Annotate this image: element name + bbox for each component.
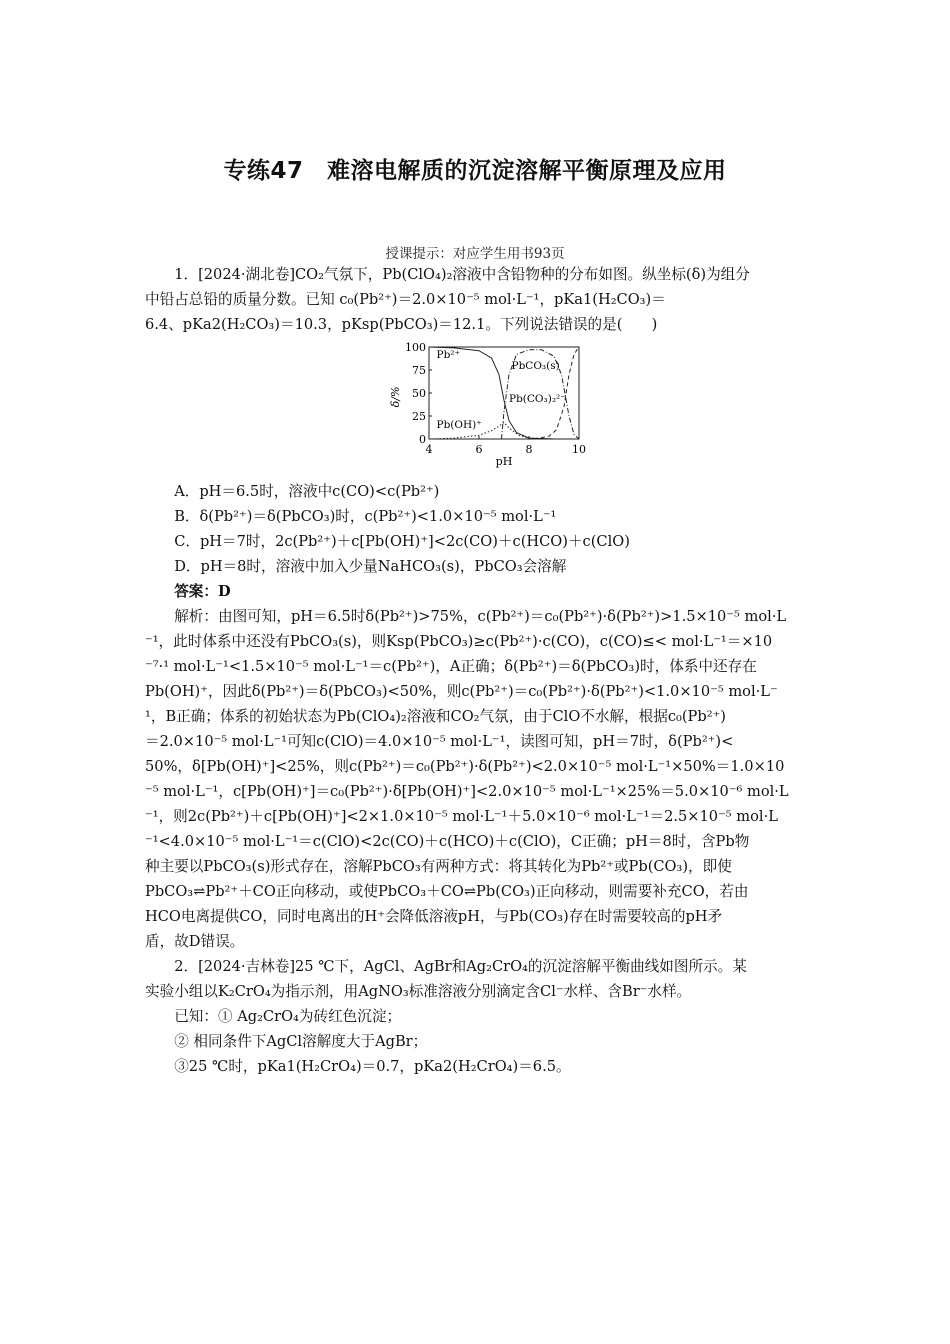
analysis-line: 种主要以PbCO₃(s)形式存在，溶解PbCO₃有两种方式：将其转化为Pb²⁺或Pb(CO₃)，即使 (145, 858, 732, 875)
series-label-1: Pb(OH)⁺ (436, 418, 482, 431)
q2-known-line: ② 相同条件下AgCl溶解度大于AgBr； (174, 1033, 428, 1050)
analysis-line: ⁻⁷·¹ mol·L⁻¹<1.5×10⁻⁵ mol·L⁻¹＝c(Pb²⁺)，A正确；δ(Pb²⁺)＝δ(PbCO₃)时，体系中还存在 (145, 658, 757, 675)
y-tick-label: 100 (405, 341, 426, 354)
q1-option-b: B．δ(Pb²⁺)＝δ(PbCO₃)时，c(Pb²⁺)<1.0×10⁻⁵ mol·L⁻¹ (174, 508, 557, 525)
y-tick-label: 25 (412, 410, 426, 423)
y-axis-label: δ/% (389, 386, 402, 408)
teaching-hint: 授课提示：对应学生用书93页 (385, 246, 565, 262)
analysis-line: 50%，δ[Pb(OH)⁺]<25%，则c(Pb²⁺)＝c₀(Pb²⁺)·δ(Pb²⁺)<2.0×10⁻⁵ mol·L⁻¹×50%＝1.0×10 (145, 758, 785, 775)
x-tick-label: 8 (525, 443, 533, 456)
analysis-line: 解析：由图可知，pH＝6.5时δ(Pb²⁺)>75%，c(Pb²⁺)＝c₀(Pb²⁺)·δ(Pb²⁺)>1.5×10⁻⁵ mol·L (174, 608, 787, 625)
series-label-0: Pb²⁺ (436, 349, 461, 362)
q1-stem-line: 中铅占总铅的质量分数。已知 c₀(Pb²⁺)＝2.0×10⁻⁵ mol·L⁻¹，pKa1(H₂CO₃)＝ (145, 291, 666, 308)
x-tick-label: 4 (425, 443, 433, 456)
analysis-line: 盾，故D错误。 (145, 933, 245, 950)
series-label-3: Pb(CO₃)₂²⁻ (509, 393, 566, 406)
content-body (145, 262, 807, 1079)
page-title: 专练47 难溶电解质的沉淀溶解平衡原理及应用 (223, 158, 727, 184)
analysis-line: ⁻¹，此时体系中还没有PbCO₃(s)，则Ksp(PbCO₃)≥c(Pb²⁺)·c(CO)，c(CO)≤< mol·L⁻¹＝×10 (145, 633, 773, 650)
q2-known-line: ③25 ℃时，pKa1(H₂CrO₄)＝0.7，pKa2(H₂CrO₄)＝6.5。 (174, 1058, 571, 1075)
y-tick-label: 0 (419, 433, 426, 446)
analysis-line: ⁻¹<4.0×10⁻⁵ mol·L⁻¹＝c(ClO)<2c(CO)＋c(HCO)＋c(ClO)，C正确；pH＝8时，含Pb物 (145, 833, 750, 850)
y-tick-label: 75 (412, 364, 426, 377)
distribution-figure (145, 341, 807, 468)
analysis-line: Pb(OH)⁺，因此δ(Pb²⁺)＝δ(PbCO₃)<50%，则c(Pb²⁺)＝c₀(Pb²⁺)·δ(Pb²⁺)<1.0×10⁻⁵ mol·L⁻ (145, 683, 778, 700)
q2-stem-line: 实验小组以K₂CrO₄为指示剂，用AgNO₃标准溶液分别滴定含Cl⁻水样、含Br⁻水样。 (145, 983, 692, 1000)
q2-stem-line: 2．[2024·吉林卷]25 ℃下，AgCl、AgBr和Ag₂CrO₄的沉淀溶解平衡曲线如图所示。某 (174, 958, 747, 975)
x-tick-label: 10 (572, 443, 586, 456)
q2-known-line: 已知：① Ag₂CrO₄为砖红色沉淀； (174, 1008, 402, 1025)
series-label-2: PbCO₃(s) (511, 360, 560, 373)
q1-answer: 答案：D (174, 583, 231, 600)
distribution-chart (385, 341, 586, 468)
analysis-line: HCO电离提供CO，同时电离出的H⁺会降低溶液pH，与Pb(CO₃)存在时需要较高的pH矛 (145, 908, 723, 925)
q1-option-d: D．pH＝8时，溶液中加入少量NaHCO₃(s)，PbCO₃会溶解 (174, 558, 567, 575)
analysis-line: ¹，B正确；体系的初始状态为Pb(ClO₄)₂溶液和CO₂气氛，由于ClO不水解，根据c₀(Pb²⁺) (145, 708, 726, 725)
analysis-line: PbCO₃⇌Pb²⁺＋CO正向移动，或使PbCO₃＋CO⇌Pb(CO₃)正向移动，则需要补充CO，若由 (145, 883, 749, 900)
x-axis-label: pH (495, 455, 513, 468)
analysis-line: ＝2.0×10⁻⁵ mol·L⁻¹可知c(ClO)＝4.0×10⁻⁵ mol·L⁻¹，读图可知，pH＝7时，δ(Pb²⁺)< (145, 733, 734, 750)
x-tick-label: 6 (475, 443, 483, 456)
analysis-line: ⁻⁵ mol·L⁻¹，c[Pb(OH)⁺]＝c₀(Pb²⁺)·δ[Pb(OH)⁺]<2.0×10⁻⁵ mol·L⁻¹×25%＝5.0×10⁻⁶ mol·L (145, 783, 789, 800)
analysis-line: ⁻¹，则2c(Pb²⁺)＋c[Pb(OH)⁺]<2×1.0×10⁻⁵ mol·L⁻¹＋5.0×10⁻⁶ mol·L⁻¹＝2.5×10⁻⁵ mol·L (145, 808, 778, 825)
q1-option-a: A．pH＝6.5时，溶液中c(CO)<c(Pb²⁺) (174, 483, 440, 500)
y-tick-label: 50 (412, 387, 426, 400)
q1-option-c: C．pH＝7时，2c(Pb²⁺)＋c[Pb(OH)⁺]<2c(CO)＋c(HCO)＋c(ClO) (174, 533, 630, 550)
q1-stem-line: 1．[2024·湖北卷]CO₂气氛下，Pb(ClO₄)₂溶液中含铅物种的分布如图。纵坐标(δ)为组分 (174, 266, 750, 283)
q1-stem-line: 6.4、pKa2(H₂CO₃)＝10.3，pKsp(PbCO₃)＝12.1。下列说法错误的是( ) (145, 316, 658, 333)
